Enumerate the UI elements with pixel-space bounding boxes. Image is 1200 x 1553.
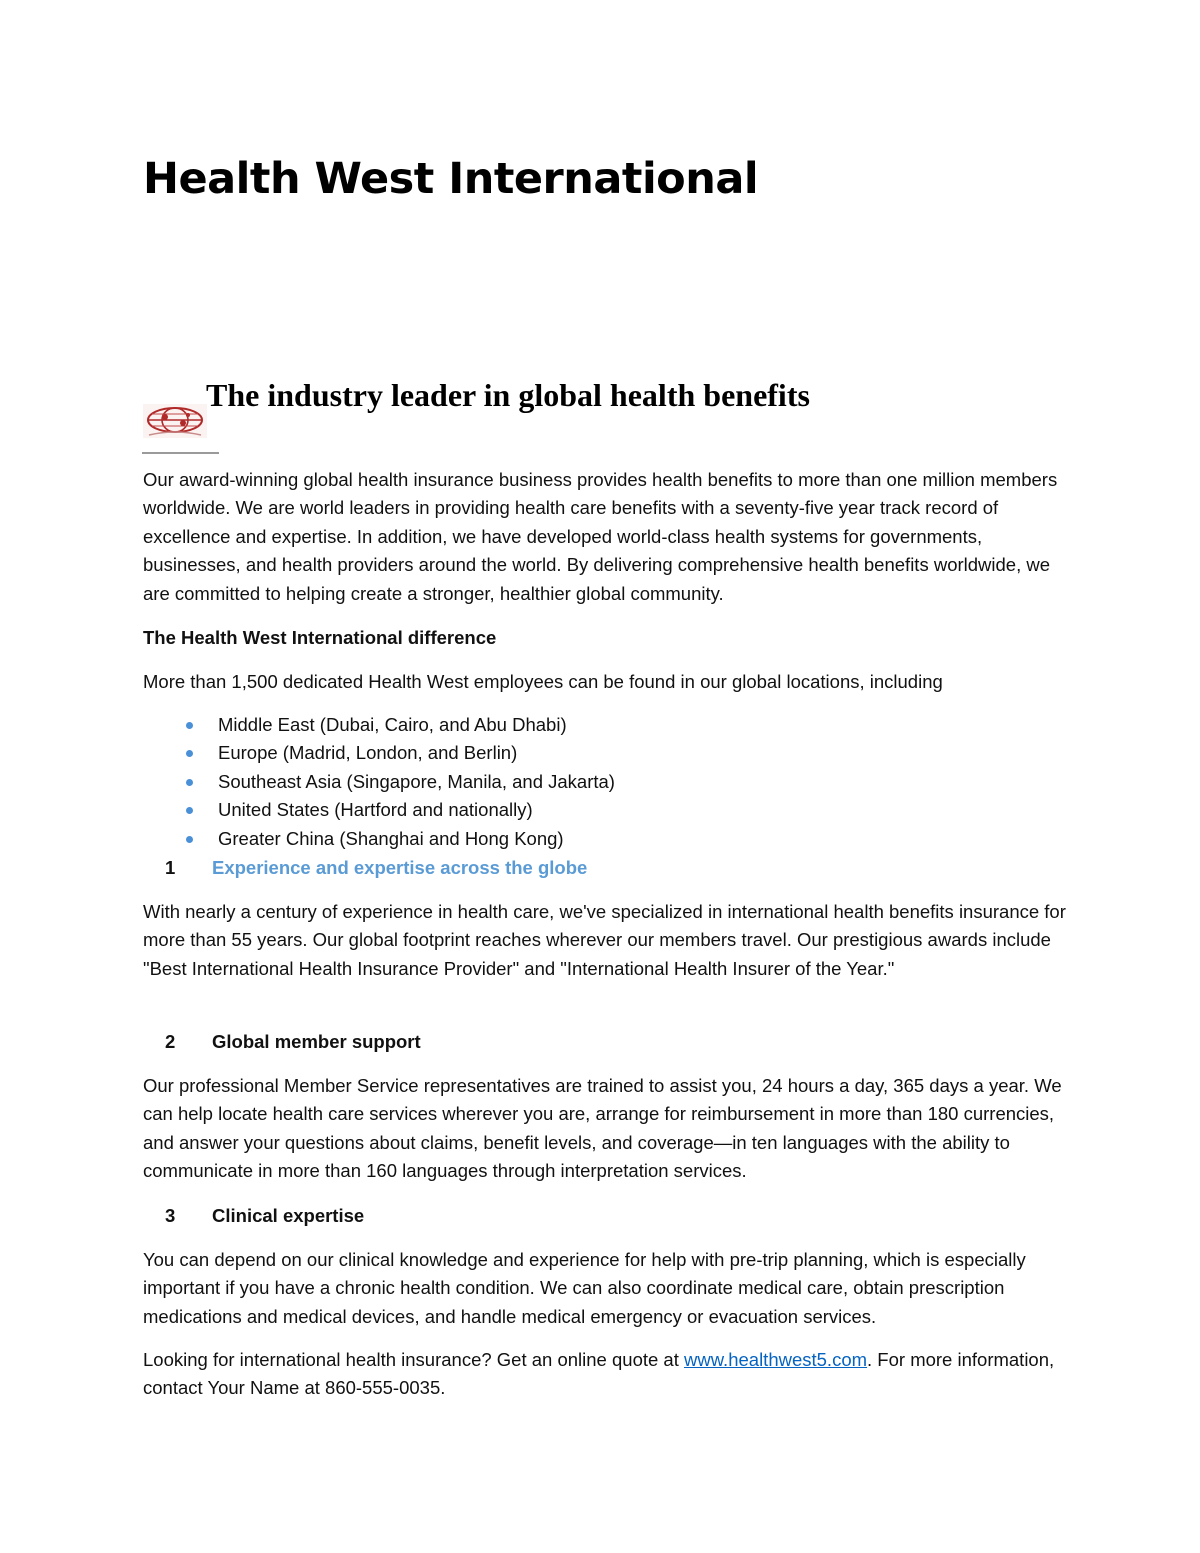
- closing-text-before: Looking for international health insurance? Get an online quote at: [143, 1349, 684, 1370]
- closing-text-after: . For more information, contact Your Name at 860-555-0035.: [143, 1349, 1055, 1399]
- bullet-dot-icon: [186, 779, 193, 786]
- closing-paragraph: [143, 1346, 1073, 1403]
- list-item: [143, 711, 615, 739]
- section-title: Global member support: [212, 1031, 421, 1052]
- tagline-heading: The industry leader in global health benefits: [206, 377, 810, 413]
- list-item: [143, 796, 615, 824]
- locations-list: [143, 711, 615, 853]
- globe-logo-icon: [143, 404, 207, 438]
- support-paragraph: Our professional Member Service representatives are trained to assist you, 24 hours a day, 365 days a year. We can help locate health care services wherever you are, arrange for reimbursement in more than 180 currencies, and answer your questions about claims, benefit levels, and coverage—in ten languages with the ability to communicate in more than 160 languages through interpretation services.: [143, 1075, 1062, 1182]
- locations-intro: More than 1,500 dedicated Health West employees can be found in our global locations, including: [143, 671, 943, 692]
- bullet-dot-icon: [186, 807, 193, 814]
- bullet-dot-icon: [186, 836, 193, 843]
- website-link[interactable]: www.healthwest5.com: [684, 1349, 868, 1370]
- section-number: 3: [165, 1205, 176, 1226]
- section-number: 2: [165, 1031, 176, 1052]
- bullet-dot-icon: [186, 750, 193, 757]
- section-title: Experience and expertise across the globe: [212, 857, 588, 878]
- location-label: Europe (Madrid, London, and Berlin): [218, 742, 518, 764]
- intro-paragraph: Our award-winning global health insurance business provides health benefits to more than one million members worldwide. We are world leaders in providing health care benefits with a seventy-five year track record of excellence and expertise. In addition, we have developed world-class health systems for governments, businesses, and health providers around the world. By delivering comprehensive health benefits worldwide, we are committed to helping create a stronger, healthier global community.: [143, 469, 1058, 604]
- document-title: Health West International: [143, 154, 759, 204]
- list-item: [143, 739, 615, 767]
- bullet-dot-icon: [186, 722, 193, 729]
- section-title: Clinical expertise: [212, 1205, 365, 1226]
- section-number: 1: [165, 857, 176, 878]
- location-label: Southeast Asia (Singapore, Manila, and Jakarta): [218, 770, 615, 792]
- list-item: [143, 825, 615, 853]
- difference-heading: The Health West International difference: [143, 627, 497, 648]
- location-label: United States (Hartford and nationally): [218, 799, 533, 821]
- location-label: Greater China (Shanghai and Hong Kong): [218, 827, 564, 849]
- location-label: Middle East (Dubai, Cairo, and Abu Dhabi): [218, 714, 567, 735]
- clinical-paragraph: You can depend on our clinical knowledge and experience for help with pre-trip planning, which is especially important if you have a chronic health condition. We can also coordinate medical care, obtain prescription medications and medical devices, and handle medical emergency or evacuation services.: [143, 1249, 1026, 1327]
- list-item: [143, 768, 615, 796]
- logo-divider: [142, 452, 219, 454]
- experience-paragraph: With nearly a century of experience in health care, we've specialized in international health benefits insurance for more than 55 years. Our global footprint reaches wherever our members travel. Our prestigious awards include "Best International Health Insurance Provider" and "International Health Insurer of the Year.": [143, 901, 1066, 979]
